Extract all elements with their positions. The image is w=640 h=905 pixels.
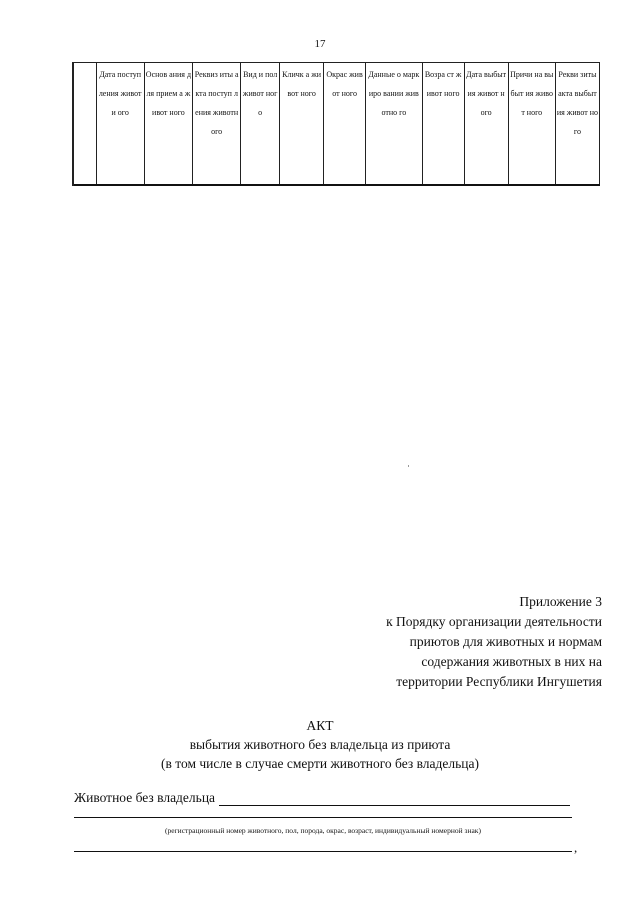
appendix-line: к Порядку организации деятельности	[386, 614, 602, 629]
owner-blank-line[interactable]	[219, 792, 570, 806]
act-subtitle-note: (в том числе в случае смерти животного без владельца)	[160, 756, 479, 771]
appendix-line: территории Республики Ингушетия	[396, 674, 602, 689]
table-margin-cell	[73, 63, 96, 186]
column-header: Окрас живот ного	[324, 63, 366, 186]
act-heading	[0, 716, 640, 773]
column-header: Дата поступ ления животи ого	[96, 63, 144, 186]
line-end-comma: ,	[574, 840, 578, 855]
act-title: АКТ	[306, 718, 334, 733]
table-header-row	[73, 63, 600, 186]
appendix-title: Приложение 3	[519, 594, 602, 609]
column-header: Основ ания для прием а живот ного	[144, 63, 192, 186]
appendix-header	[302, 592, 602, 692]
animal-register-table	[72, 62, 600, 186]
column-header: Реквиз иты акта поступ ления животн ого	[193, 63, 241, 186]
column-header: Возра ст живот ного	[422, 63, 464, 186]
scan-speck	[408, 465, 409, 467]
act-subtitle: выбытия животного без владельца из приюта	[189, 737, 451, 752]
column-header: Рекви зиты акта выбыт ия живот ного	[555, 63, 599, 186]
column-header: Кличк а живот ного	[280, 63, 324, 186]
column-header: Причи на выбыт ия живот ного	[508, 63, 555, 186]
page-number: 17	[314, 38, 326, 50]
owner-label: Животное без владельца	[74, 790, 216, 805]
column-header: Вид и пол живот ного	[241, 63, 280, 186]
field-hint: (регистрационный номер животного, пол, порода, окрас, возраст, индивидуальный номерной знак)	[165, 826, 481, 835]
owner-field-row	[74, 790, 570, 806]
blank-line[interactable]	[74, 817, 572, 818]
blank-line[interactable]	[74, 851, 572, 852]
column-header: Данные о маркиро вании животно го	[366, 63, 423, 186]
column-header: Дата выбыт ия живот ного	[464, 63, 508, 186]
appendix-line: приютов для животных и нормам	[409, 634, 602, 649]
appendix-line: содержания животных в них на	[421, 654, 602, 669]
